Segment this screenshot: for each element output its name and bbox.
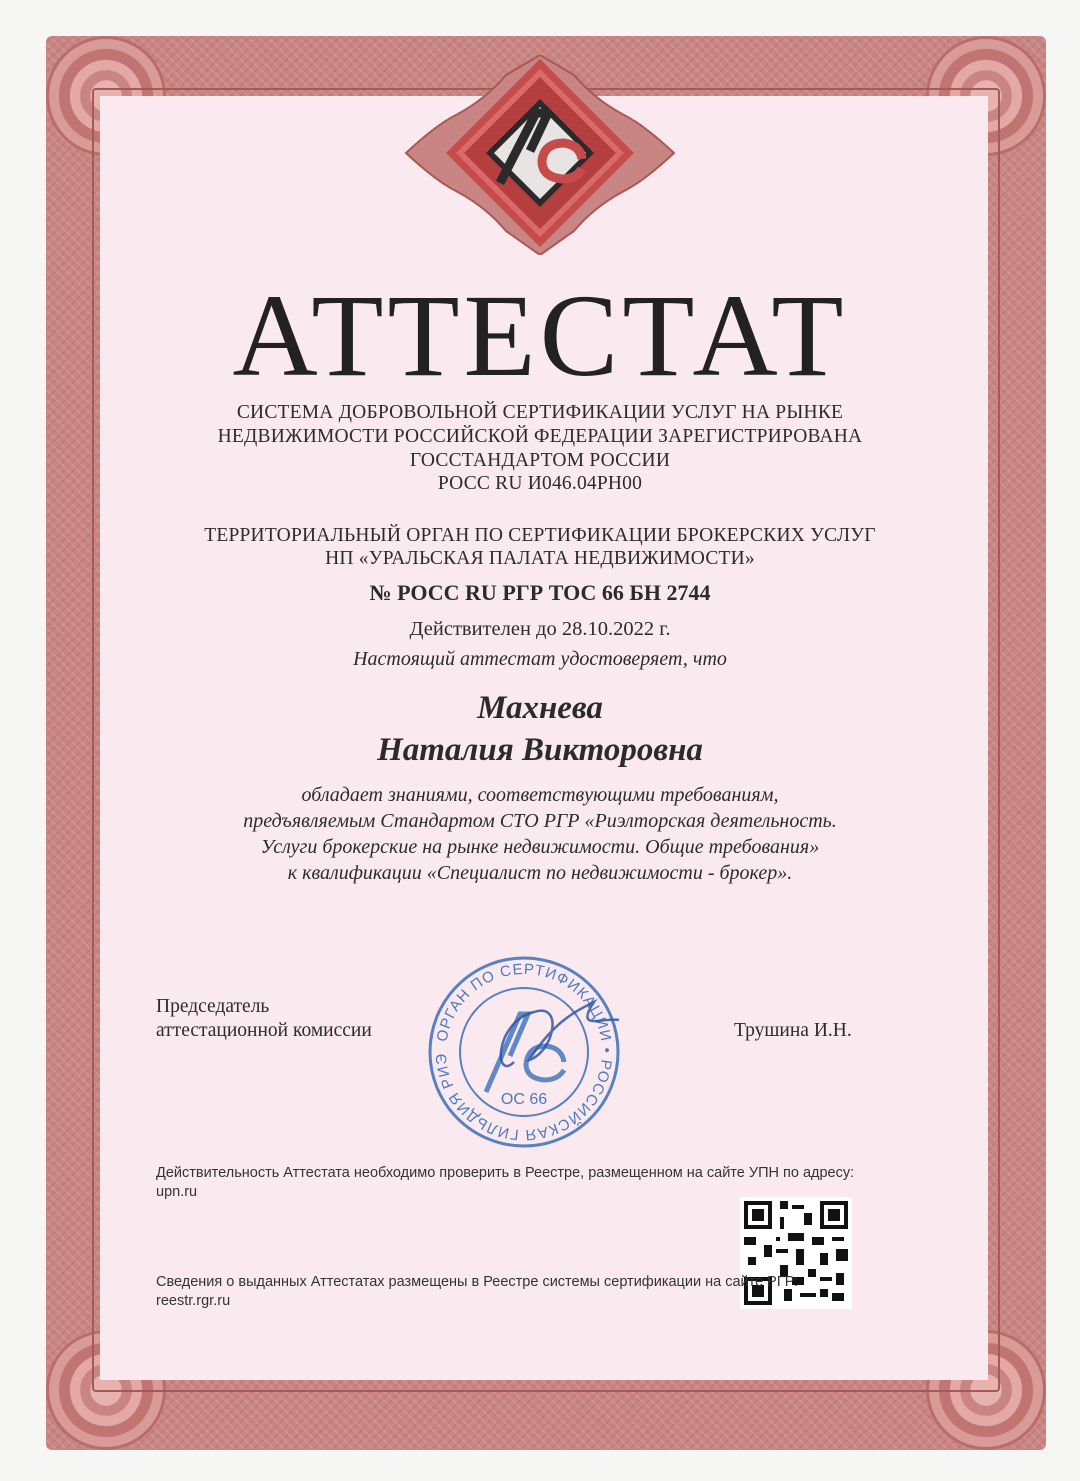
registry-notice: Действительность Аттестата необходимо проверить в Реестре, размещенном на сайте УПН по адресу: upn.ru (156, 1165, 855, 1200)
signatory-role (156, 995, 372, 1043)
system-line-1: СИСТЕМА ДОБРОВОЛЬНОЙ СЕРТИФИКАЦИИ УСЛУГ НА РЫНКЕ (236, 402, 844, 423)
issuing-body-line-2: НП «УРАЛЬСКАЯ ПАЛАТА НЕДВИЖИМОСТИ» (325, 548, 755, 569)
description-line-4: к квалификации «Специалист по недвижимости - брокер». (287, 862, 793, 884)
organization-logo (396, 55, 684, 255)
stamp-outer-text: ОРГАН ПО СЕРТИФИКАЦИИ • РОССИЙСКАЯ ГИЛЬДИЯ РИЭ (432, 960, 616, 1144)
holder-given-names: Наталия Викторовна (377, 732, 703, 768)
signatory-name: Трушина И.Н. (734, 1020, 852, 1041)
signatory-role-line-1: Председатель (156, 996, 270, 1017)
description-line-1: обладает знаниями, соответствующими требованиям, (301, 784, 779, 806)
signatory-role-line-2: аттестационной комиссии (156, 1020, 372, 1041)
certificate-title: АТТЕСТАТ (232, 270, 848, 401)
registration-number: № РОСС RU РГР ТОС 66 БН 2744 (369, 580, 711, 605)
certifies-intro: Настоящий аттестат удостоверяет, что (353, 648, 727, 670)
rgr-registry-notice: Сведения о выданных Аттестатах размещены в Реестре системы сертификации на сайте РГР: reestr.rgr.ru (156, 1274, 799, 1309)
stamp-code: ОС 66 (500, 1091, 548, 1108)
description-line-3: Услуги брокерские на рынке недвижимости. Общие требования» (260, 836, 820, 858)
system-line-3: ГОССТАНДАРТОМ РОССИИ (409, 450, 671, 471)
issuing-body-line-1: ТЕРРИТОРИАЛЬНЫЙ ОРГАН ПО СЕРТИФИКАЦИИ БРОКЕРСКИХ УСЛУГ (204, 525, 876, 546)
valid-until: Действителен до 28.10.2022 г. (409, 618, 671, 640)
system-line-2: НЕДВИЖИМОСТИ РОССИЙСКОЙ ФЕДЕРАЦИИ ЗАРЕГИСТРИРОВАНА (217, 426, 863, 447)
system-registration-code: РОСС RU И046.04РН00 (437, 473, 643, 494)
official-stamp (424, 952, 624, 1152)
holder-surname: Махнева (477, 690, 603, 726)
description-line-2: предъявляемым Стандартом СТО РГР «Риэлторская деятельность. (243, 810, 837, 832)
